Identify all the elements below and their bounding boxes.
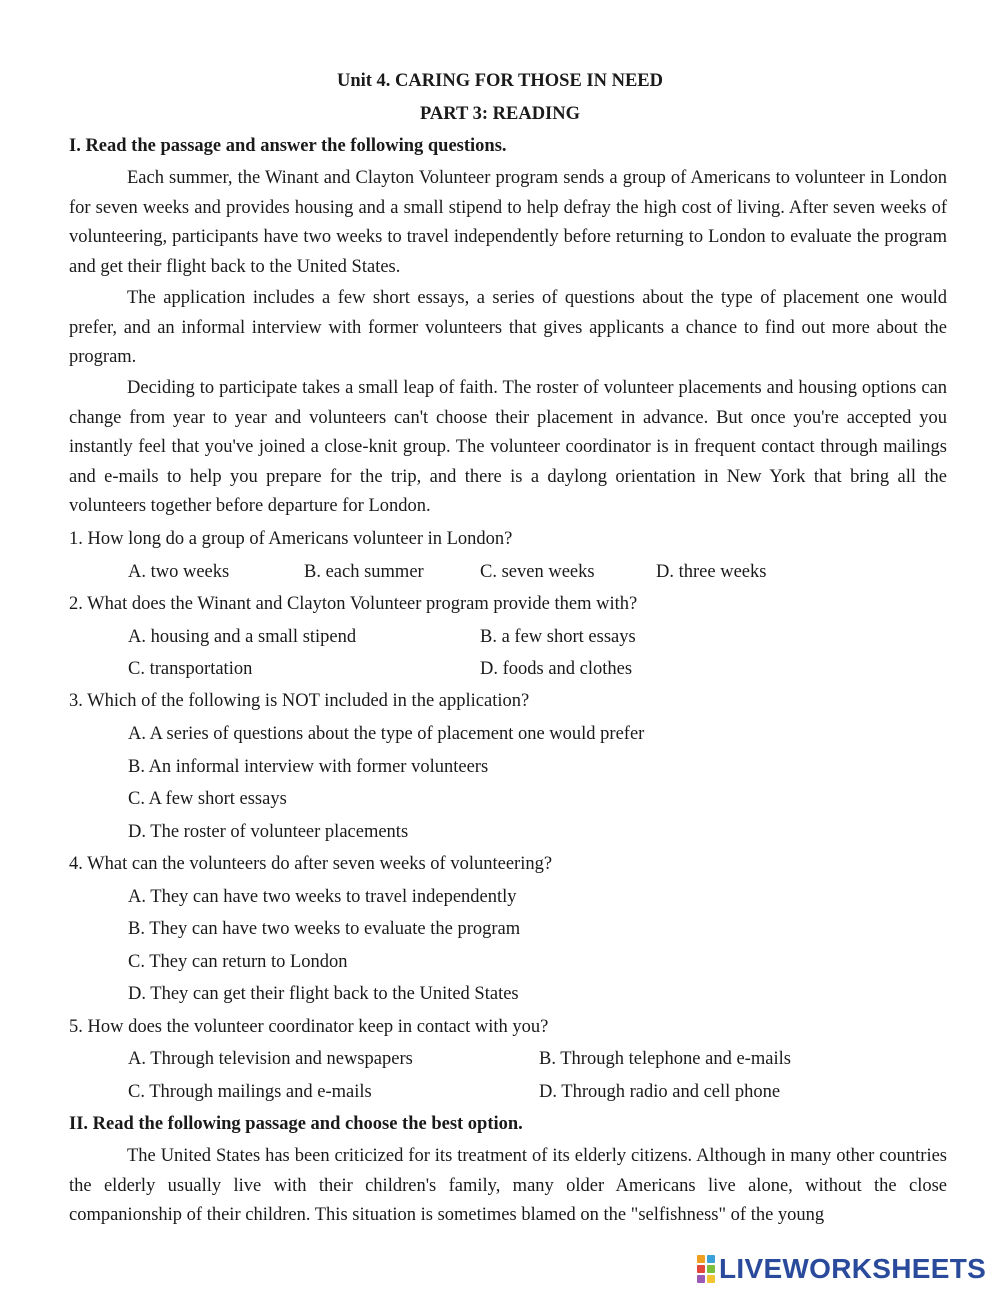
q3-option-c[interactable]: C. A few short essays	[128, 789, 287, 809]
q3-option-a[interactable]: A. A series of questions about the type of placement one would prefer	[128, 724, 645, 744]
q5-option-b[interactable]: B. Through telephone and e-mails	[539, 1049, 791, 1069]
section1-heading: I. Read the passage and answer the following questions.	[69, 136, 507, 156]
question-5: 5. How does the volunteer coordinator keep in contact with you?	[69, 1017, 549, 1037]
logo-block	[697, 1275, 705, 1283]
part-title: PART 3: READING	[419, 104, 581, 124]
q5-option-a[interactable]: A. Through television and newspapers	[128, 1049, 413, 1069]
liveworksheets-logo	[697, 1252, 986, 1286]
passage-paragraph-1: Each summer, the Winant and Clayton Volunteer program sends a group of Americans to volunteer in London for seven weeks and provides housing and a small stipend to help defray the high cost of living. After seven weeks of volunteering, participants have two weeks to travel independently before returning to London to evaluate the program and get their flight back to the United States.	[69, 168, 947, 277]
q4-option-b[interactable]: B. They can have two weeks to evaluate the program	[128, 919, 521, 939]
q2-option-c[interactable]: C. transportation	[128, 659, 253, 679]
logo-block	[707, 1275, 715, 1283]
q5-option-c[interactable]: C. Through mailings and e-mails	[128, 1082, 372, 1102]
logo-text: LIVEWORKSHEETS	[719, 1253, 987, 1284]
q1-option-a[interactable]: A. two weeks	[128, 562, 230, 582]
q4-option-a[interactable]: A. They can have two weeks to travel independently	[128, 887, 517, 907]
logo-block	[697, 1255, 705, 1263]
q5-option-d[interactable]: D. Through radio and cell phone	[539, 1082, 781, 1102]
q2-option-d[interactable]: D. foods and clothes	[480, 659, 633, 679]
q2-option-b[interactable]: B. a few short essays	[480, 627, 636, 647]
q1-option-b[interactable]: B. each summer	[304, 562, 424, 582]
section2-paragraph: The United States has been criticized for its treatment of its elderly citizens. Although in many other countries the elderly usually live with their children's family, many older Americans live alone, without the close companionship of their children. This situation is sometimes blamed on the "selfishness" of the young	[69, 1146, 947, 1225]
q1-option-c[interactable]: C. seven weeks	[480, 562, 595, 582]
unit-title: Unit 4. CARING FOR THOSE IN NEED	[336, 71, 664, 91]
logo-blocks-icon	[697, 1255, 715, 1283]
question-3: 3. Which of the following is NOT included in the application?	[69, 691, 530, 711]
q3-option-b[interactable]: B. An informal interview with former volunteers	[128, 757, 489, 777]
question-4: 4. What can the volunteers do after seven weeks of volunteering?	[69, 854, 553, 874]
section2-heading: II. Read the following passage and choose the best option.	[69, 1114, 523, 1134]
logo-block	[697, 1265, 705, 1273]
logo-block	[707, 1265, 715, 1273]
logo-block	[707, 1255, 715, 1263]
question-2: 2. What does the Winant and Clayton Volunteer program provide them with?	[69, 594, 638, 614]
q1-option-d[interactable]: D. three weeks	[656, 562, 767, 582]
question-1: 1. How long do a group of Americans volunteer in London?	[69, 529, 513, 549]
passage-paragraph-2: The application includes a few short essays, a series of questions about the type of placement one would prefer, and an informal interview with former volunteers that gives applicants a chance to find out more about the program.	[69, 288, 947, 367]
q4-option-d[interactable]: D. They can get their flight back to the United States	[128, 984, 519, 1004]
q3-option-d[interactable]: D. The roster of volunteer placements	[128, 822, 409, 842]
q4-option-c[interactable]: C. They can return to London	[128, 952, 348, 972]
q2-option-a[interactable]: A. housing and a small stipend	[128, 627, 357, 647]
passage-paragraph-3: Deciding to participate takes a small leap of faith. The roster of volunteer placements and housing options can change from year to year and volunteers can't choose their placement in advance. But once you're accepted you instantly feel that you've joined a close-knit group. The volunteer coordinator is in frequent contact through mailings and e-mails to help you prepare for the trip, and there is a daylong orientation in New York that bring all the volunteers together before departure for London.	[69, 378, 947, 516]
